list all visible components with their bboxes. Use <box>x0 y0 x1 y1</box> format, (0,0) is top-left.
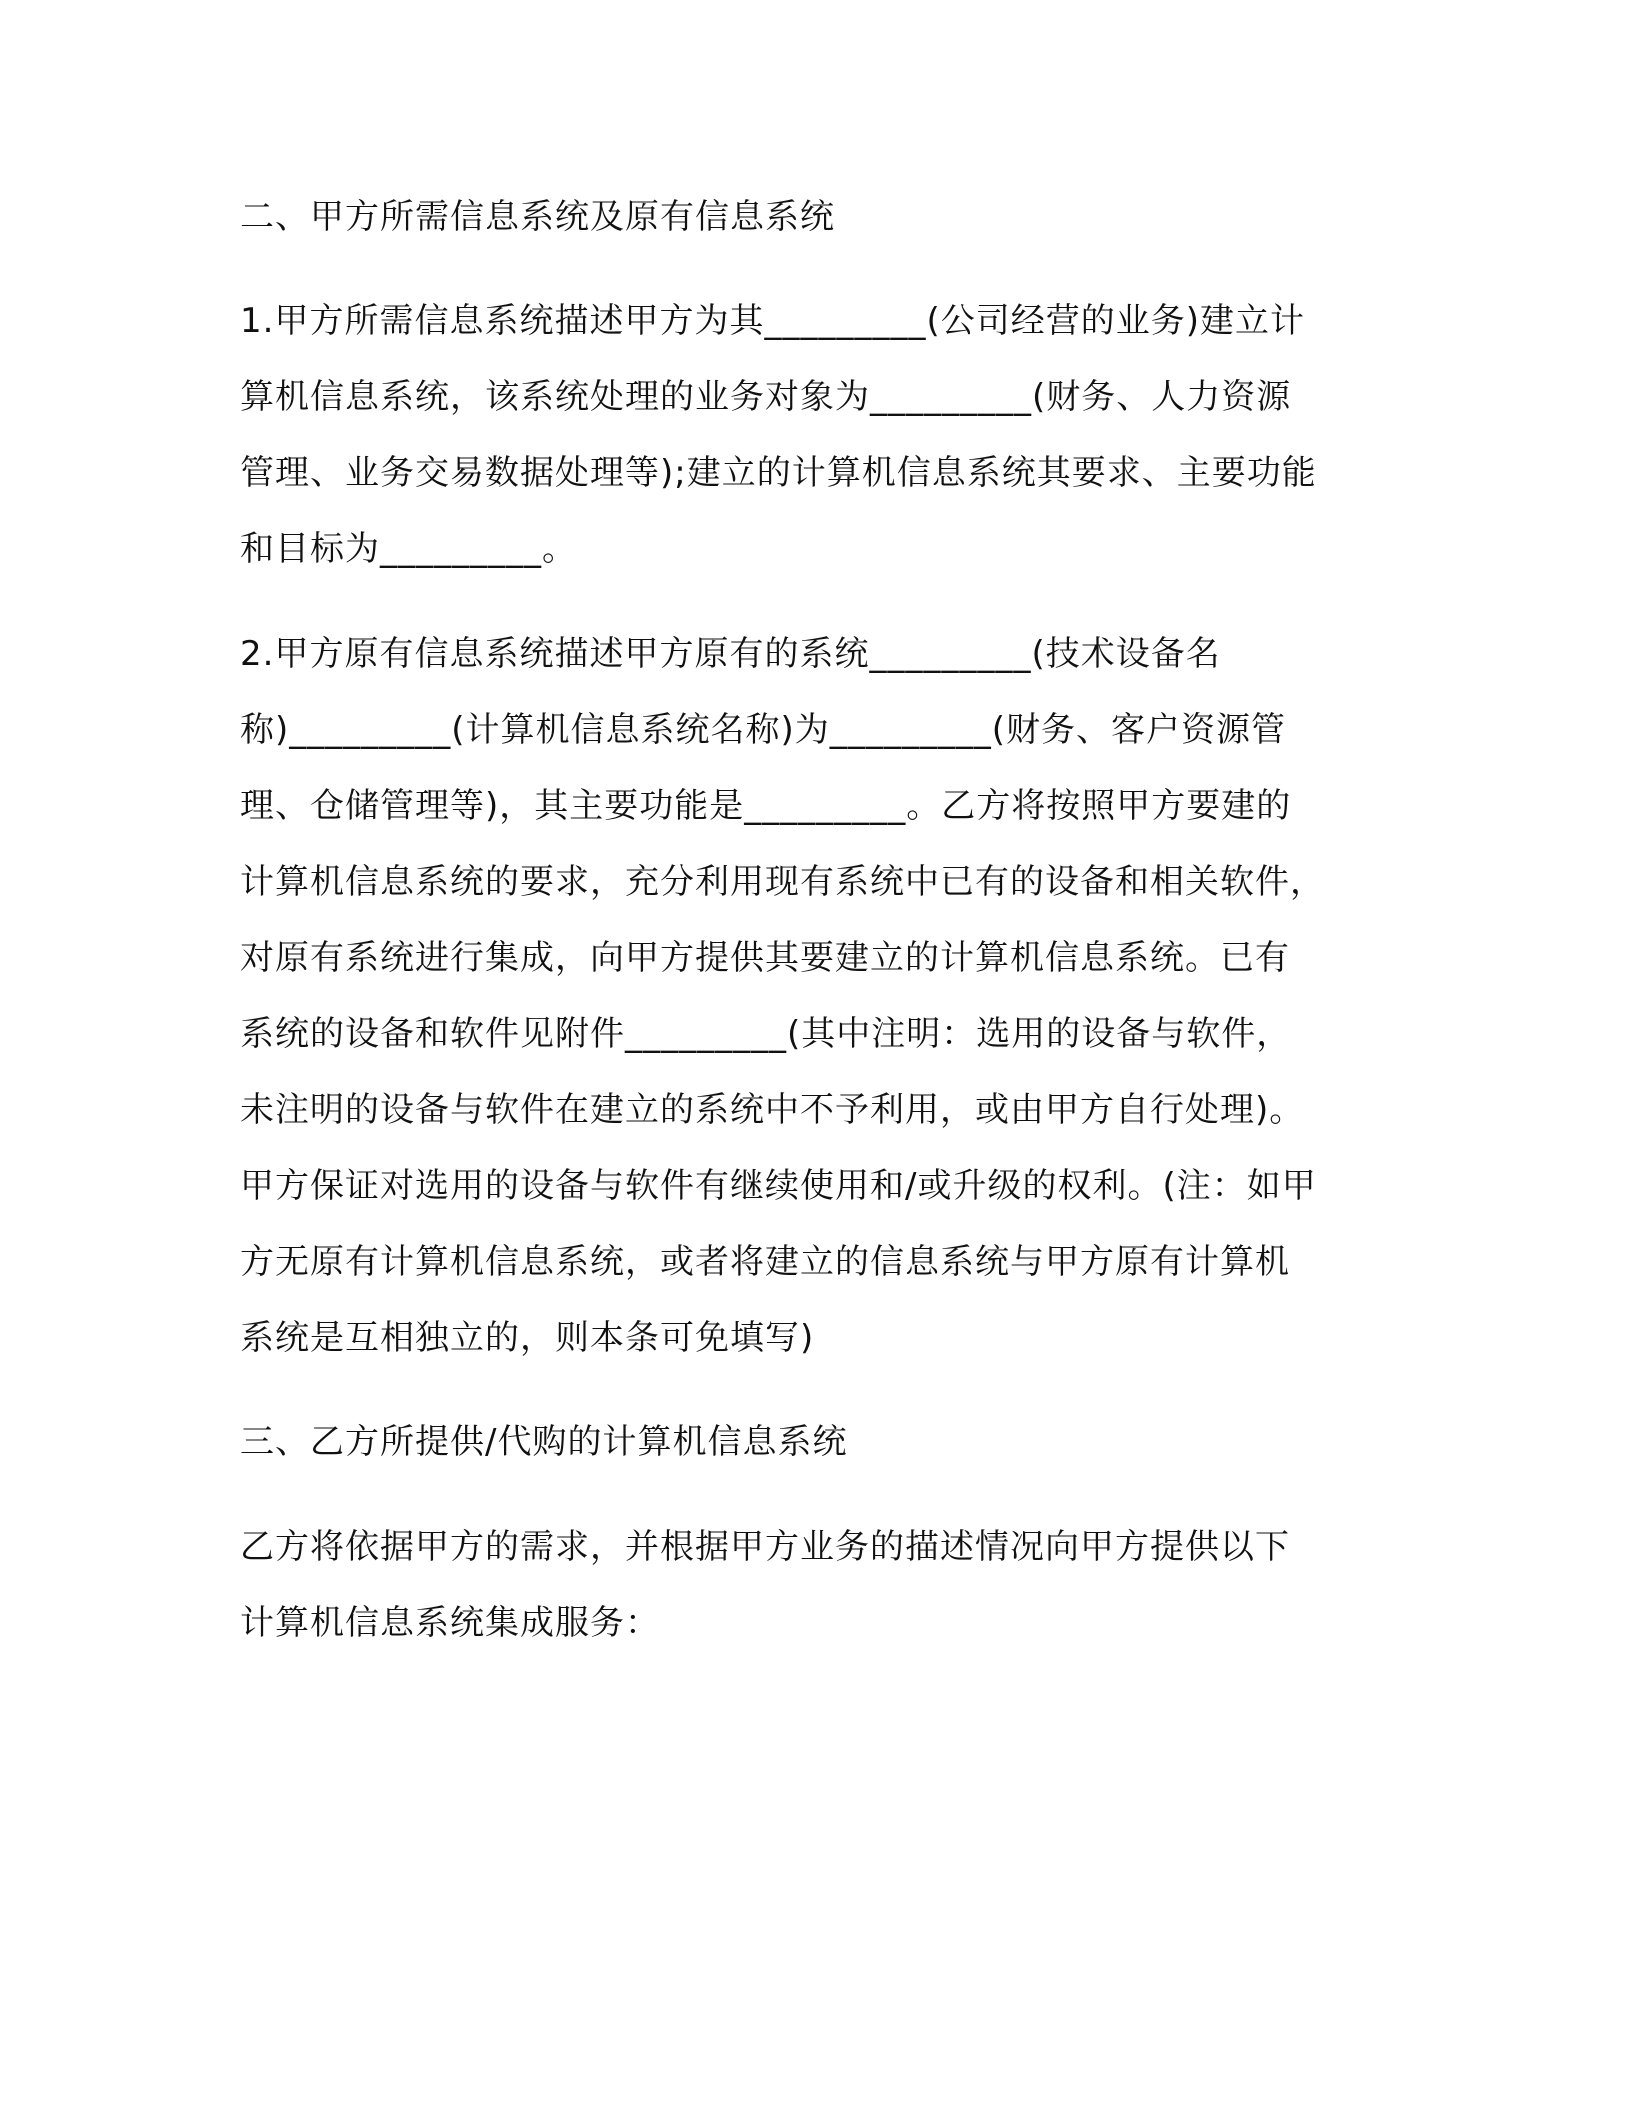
item-2-line-10: 系统是互相独立的，则本条可免填写) <box>240 1318 815 1358</box>
section-3-heading: 三、乙方所提供/代购的计算机信息系统 <box>240 1422 848 1462</box>
item-2-line-3: 理、仓储管理等)，其主要功能是_________。乙方将按照甲方要建的 <box>240 786 1292 826</box>
item-2-line-5: 对原有系统进行集成，向甲方提供其要建立的计算机信息系统。已有 <box>240 938 1290 978</box>
item-1-line-3: 管理、业务交易数据处理等);建立的计算机信息系统其要求、主要功能 <box>240 453 1317 493</box>
item-2-line-6: 系统的设备和软件见附件_________(其中注明：选用的设备与软件， <box>240 1014 1292 1054</box>
item-2-line-4: 计算机信息系统的要求，充分利用现有系统中已有的设备和相关软件， <box>240 862 1325 902</box>
item-1-line-1: 1.甲方所需信息系统描述甲方为其_________(公司经营的业务)建立计 <box>240 301 1305 341</box>
item-2-line-2: 称)_________(计算机信息系统名称)为_________(财务、客户资源管 <box>240 710 1287 750</box>
item-2-line-9: 方无原有计算机信息系统，或者将建立的信息系统与甲方原有计算机 <box>240 1242 1290 1282</box>
item-2-line-7: 未注明的设备与软件在建立的系统中不予利用，或由甲方自行处理)。 <box>240 1090 1305 1130</box>
item-1-line-2: 算机信息系统，该系统处理的业务对象为_________(财务、人力资源 <box>240 377 1292 417</box>
item-2-line-1: 2.甲方原有信息系统描述甲方原有的系统_________(技术设备名 <box>240 634 1221 674</box>
item-1-line-4: 和目标为_________。 <box>240 529 577 569</box>
section-3-line-1: 乙方将依据甲方的需求，并根据甲方业务的描述情况向甲方提供以下 <box>240 1527 1290 1567</box>
item-2-line-8: 甲方保证对选用的设备与软件有继续使用和/或升级的权利。(注：如甲 <box>240 1166 1317 1206</box>
section-3-line-2: 计算机信息系统集成服务： <box>240 1603 660 1643</box>
section-2-heading: 二、甲方所需信息系统及原有信息系统 <box>240 197 835 237</box>
